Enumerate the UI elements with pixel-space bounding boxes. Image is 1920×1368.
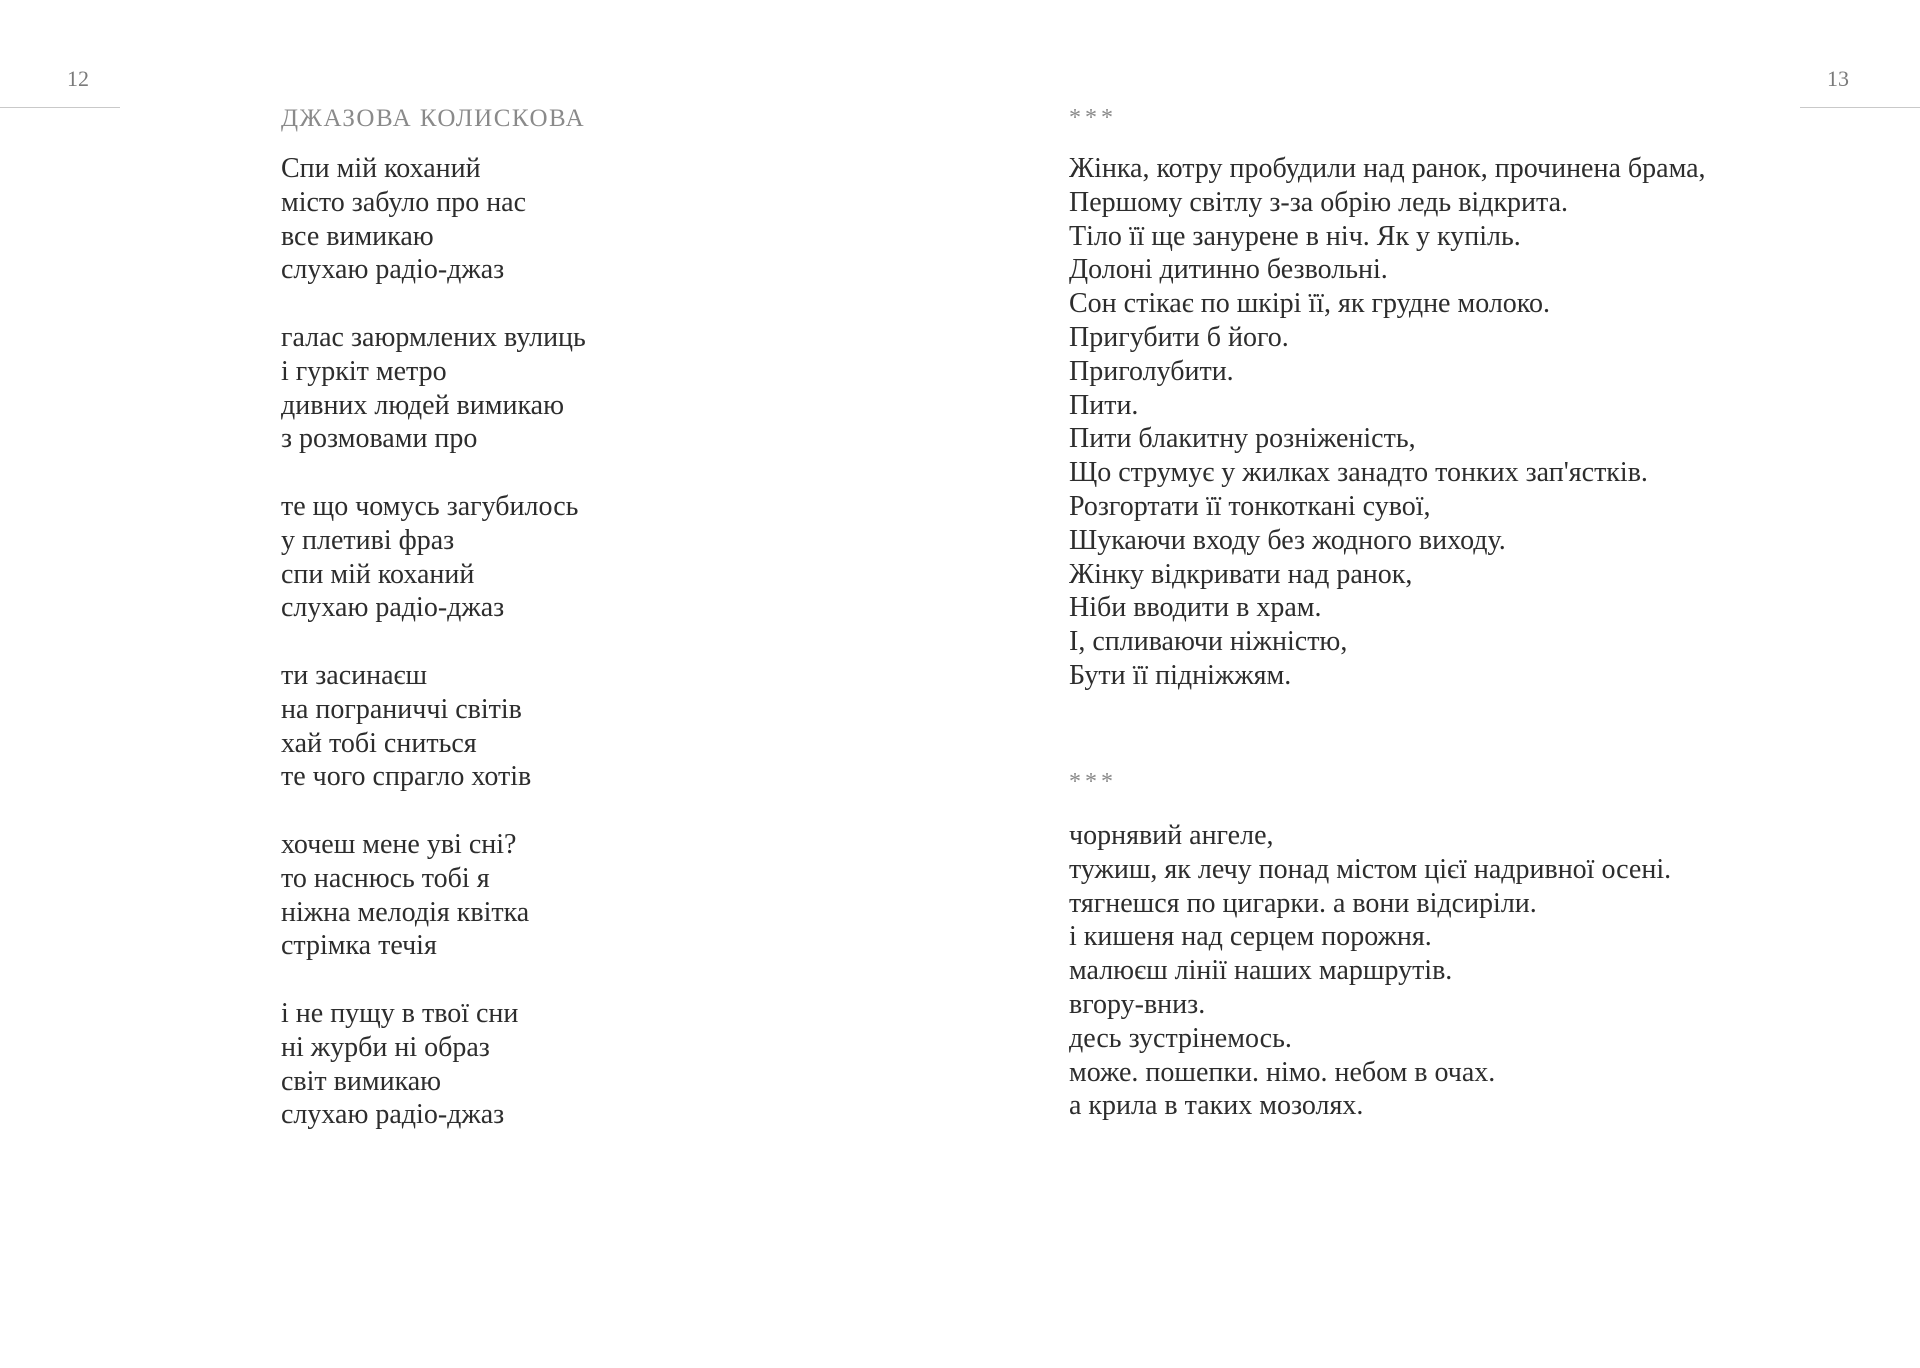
poem-line: спи мій коханий [281, 558, 475, 590]
poem-line: Жінка, котру пробудили над ранок, прочинена брама, [1069, 153, 1706, 184]
poem-line: Пити блакитну розніженість, [1069, 423, 1416, 455]
poem-line: Ніби вводити в храм. [1069, 592, 1322, 624]
poem-line: все вимикаю [281, 220, 434, 252]
poem-line: малюєш лінії наших маршрутів. [1069, 955, 1453, 987]
stanza [281, 321, 901, 456]
poem-line: дивних людей вимикаю [281, 389, 564, 421]
header-rule-right [1800, 107, 1920, 108]
poem-line: Пити. [1069, 389, 1139, 421]
poem-line: галас заюрмлених вулиць [281, 321, 586, 353]
poem-line: місто забуло про нас [281, 186, 527, 218]
poem-separator: *** [1069, 105, 1117, 131]
poem-line: і не пущу в твої сни [281, 997, 519, 1029]
poem-line: Спи мій коханий [281, 153, 481, 184]
poem-line: Долоні дитинно безвольні. [1069, 254, 1388, 286]
poem-line: хай тобі сниться [281, 727, 477, 759]
page-number-right: 13 [1827, 66, 1849, 91]
stanza [281, 997, 901, 1132]
poem-line: Першому світлу з-за обрію ледь відкрита. [1069, 186, 1569, 218]
poem-left [281, 152, 901, 1166]
poem-line: може. пошепки. німо. небом в очах. [1069, 1056, 1496, 1088]
poem-line: тягнешся по цигарки. а вони відсиріли. [1069, 887, 1537, 919]
stanza [281, 490, 901, 625]
poem-line: те що чомусь загубилось [281, 490, 579, 522]
poem-line: ти засинаєш [281, 659, 428, 691]
poem-line: і кишеня над серцем порожня. [1069, 921, 1432, 953]
poem-line: стрімка течія [281, 930, 437, 962]
poem-line: ніжна мелодія квітка [281, 896, 530, 928]
poem-line: світ вимикаю [281, 1065, 442, 1097]
stanza [281, 828, 901, 963]
poem-line: хочеш мене уві сні? [281, 828, 517, 860]
poem-line: то наснюсь тобі я [281, 862, 490, 894]
header-rule-left [0, 107, 120, 108]
stanza [281, 152, 901, 287]
stanza [281, 659, 901, 794]
poem-line: слухаю радіо-джаз [281, 592, 505, 624]
poem-line: Що струмує у жилках занадто тонких зап'ястків. [1069, 457, 1648, 489]
poem-line: Розгортати її тонкоткані сувої, [1069, 490, 1431, 522]
poem-line: з розмовами про [281, 423, 478, 455]
poem-line: ні журби ні образ [281, 1031, 490, 1063]
poem-title: ДЖАЗОВА КОЛИСКОВА [281, 105, 586, 132]
poem-line: Бути її підніжжям. [1069, 659, 1292, 691]
poem-line: на пограниччі світів [281, 693, 522, 725]
poem-line: Пригубити б його. [1069, 321, 1289, 353]
poem-line: Тіло її ще занурене в ніч. Як у купіль. [1069, 220, 1521, 252]
poem-line: вгору-вниз. [1069, 988, 1206, 1020]
poem-separator: *** [1069, 769, 1117, 795]
poem-line: десь зустрінемось. [1069, 1022, 1292, 1054]
poem-line: Сон стікає по шкірі її, як грудне молоко. [1069, 288, 1550, 320]
poem-line: І, спливаючи ніжністю, [1069, 626, 1348, 658]
poem-line: і гуркіт метро [281, 355, 447, 387]
poem-line: а крила в таких мозолях. [1069, 1090, 1364, 1122]
poem-line: тужиш, як лечу понад містом цієї надривної осені. [1069, 853, 1672, 885]
poem-line: Приголубити. [1069, 355, 1234, 387]
poem-right-second [1069, 819, 1889, 1123]
poem-line: слухаю радіо-джаз [281, 1099, 505, 1131]
poem-line: те чого спрагло хотів [281, 761, 532, 793]
poem-line: у плетиві фраз [281, 524, 455, 556]
page-number-left: 12 [67, 66, 89, 91]
poem-line: Шукаючи входу без жодного виходу. [1069, 524, 1506, 556]
poem-right-first [1069, 152, 1889, 693]
poem-line: чорнявий ангеле, [1069, 820, 1274, 851]
poem-line: Жінку відкривати над ранок, [1069, 558, 1413, 590]
poem-line: слухаю радіо-джаз [281, 254, 505, 286]
